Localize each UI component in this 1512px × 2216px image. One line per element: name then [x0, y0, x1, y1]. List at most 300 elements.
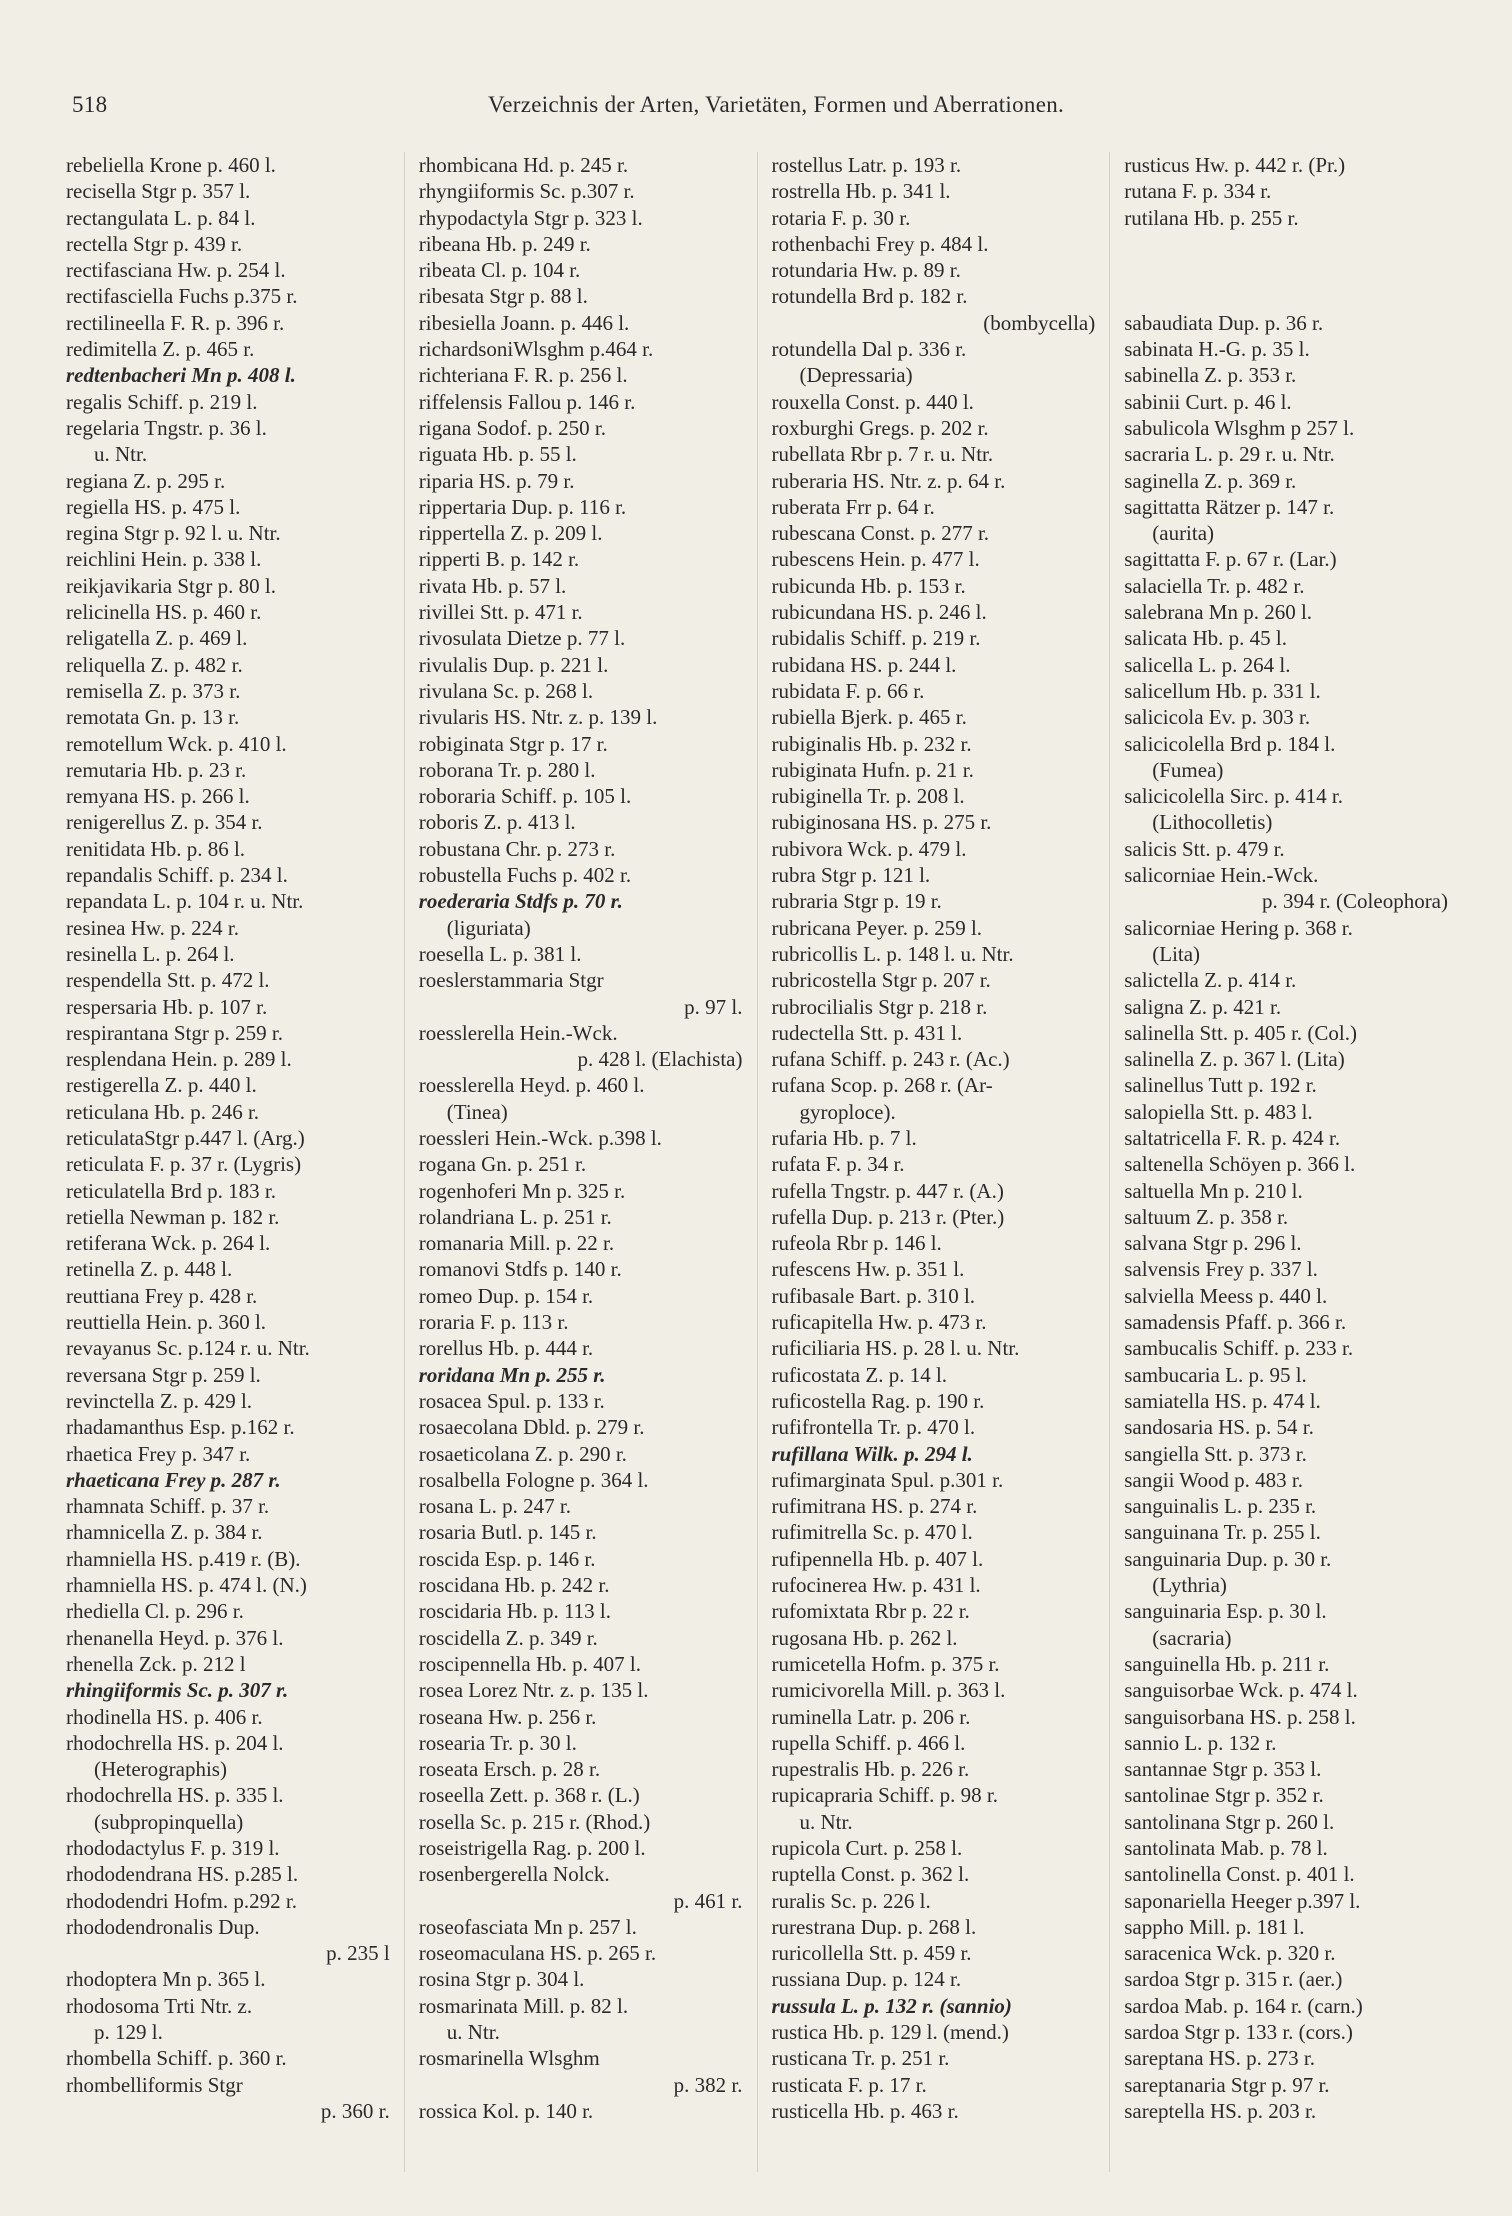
index-entry: renigerellus Z. p. 354 r.: [66, 810, 263, 835]
index-entry: repandalis Schiff. p. 234 l.: [66, 863, 288, 888]
index-entry: sambucaria L. p. 95 l.: [1124, 1362, 1307, 1387]
index-entry: sardoa Stgr p. 315 r. (aer.): [1124, 1967, 1343, 1992]
index-entry: respendella Stt. p. 472 l.: [66, 968, 270, 993]
index-entry: ruberata Frr p. 64 r.: [771, 494, 935, 519]
index-entry: salicicolella Sirc. p. 414 r.: [1124, 784, 1343, 809]
index-entry: rhodosoma Trti Ntr. z.: [66, 1993, 253, 2018]
index-entry: rosmarinata Mill. p. 82 l.: [418, 1993, 629, 2018]
index-entry: respersaria Hb. p. 107 r.: [66, 994, 268, 1019]
index-entry: (liguriata): [446, 915, 531, 940]
index-entry: regiana Z. p. 295 r.: [66, 468, 226, 493]
index-entry: rusticus Hw. p. 442 r. (Pr.): [1124, 153, 1346, 177]
index-entry: roesslerella Heyd. p. 460 l.: [418, 1073, 645, 1098]
index-entry: regelaria Tngstr. p. 36 l.: [66, 415, 267, 440]
index-entry: reikjavikaria Stgr p. 80 l.: [66, 573, 276, 598]
index-entry: rufimarginata Spul. p.301 r.: [771, 1467, 1004, 1492]
index-entry: rhamnicella Z. p. 384 r.: [66, 1520, 263, 1545]
index-entry: rhombella Schiff. p. 360 r.: [66, 2046, 287, 2071]
index-entry: rouxella Const. p. 440 l.: [771, 389, 974, 414]
index-entry: riffelensis Fallou p. 146 r.: [418, 389, 636, 414]
index-entry: rupicola Curt. p. 258 l.: [771, 1836, 963, 1860]
index-entry: remyana HS. p. 266 l.: [66, 784, 250, 809]
index-entry: santolinana Stgr p. 260 l.: [1124, 1809, 1335, 1834]
index-entry: rufomixtata Rbr p. 22 r.: [771, 1599, 970, 1624]
index-column-4: [1109, 152, 1462, 2172]
index-entry: robustella Fuchs p. 402 r.: [418, 863, 632, 888]
index-entry: rhododendrana HS. p.285 l.: [66, 1862, 299, 1887]
index-entry: ruficiliaria HS. p. 28 l. u. Ntr.: [771, 1336, 1020, 1361]
index-entry: rufocinerea Hw. p. 431 l.: [771, 1573, 981, 1598]
index-entry: rubidalis Schiff. p. 219 r.: [771, 626, 981, 651]
index-entry: ribeana Hb. p. 249 r.: [418, 231, 591, 256]
index-entry: sanguinalis L. p. 235 r.: [1124, 1494, 1317, 1519]
index-entry: roscidana Hb. p. 242 r.: [418, 1573, 610, 1598]
index-entry: rubricostella Stgr p. 207 r.: [771, 968, 991, 993]
index-entry: u. Ntr.: [94, 442, 148, 467]
index-entry: [1124, 283, 1452, 309]
index-entry: reticulataStgr p.447 l. (Arg.): [66, 1125, 305, 1150]
index-entry: rosaecolana Dbld. p. 279 r.: [418, 1415, 645, 1440]
index-entry: rufata F. p. 34 r.: [771, 1152, 905, 1177]
index-entry: rhamnata Schiff. p. 37 r.: [66, 1494, 270, 1519]
index-entry: ruptella Const. p. 362 l.: [771, 1862, 970, 1887]
index-entry: salicorniae Hein.-Wck.: [1124, 863, 1319, 888]
index-entry: roboraria Schiff. p. 105 l.: [418, 784, 632, 809]
index-entry: rusticella Hb. p. 463 r.: [771, 2098, 959, 2123]
index-entry: rotundella Brd p. 182 r.: [771, 284, 968, 309]
index-entry: remotata Gn. p. 13 r.: [66, 705, 240, 730]
index-entry: revayanus Sc. p.124 r. u. Ntr.: [66, 1336, 310, 1361]
index-entry: reichlini Hein. p. 338 l.: [66, 547, 262, 572]
index-entry: saltatricella F. R. p. 424 r.: [1124, 1125, 1341, 1150]
index-entry: rotaria F. p. 30 r.: [771, 205, 911, 230]
index-entry: ruralis Sc. p. 226 l.: [771, 1888, 931, 1913]
index-entry: rhyngiiformis Sc. p.307 r.: [418, 179, 635, 204]
index-entry: (aurita): [1152, 521, 1215, 546]
index-entry: rupella Schiff. p. 466 l.: [771, 1730, 966, 1755]
index-entry: samiatella HS. p. 474 l.: [1124, 1388, 1321, 1413]
index-entry: respirantana Stgr p. 259 r.: [66, 1020, 283, 1045]
index-entry: religatella Z. p. 469 l.: [66, 626, 248, 651]
index-entry: rhingiiformis Sc. p. 307 r.: [66, 1678, 289, 1703]
index-entry: rusticana Tr. p. 251 r.: [771, 2046, 950, 2071]
index-entry: salvana Stgr p. 296 l.: [1124, 1231, 1302, 1256]
index-entry: rubivora Wck. p. 479 l.: [771, 836, 967, 861]
index-entry: rubrocilialis Stgr p. 218 r.: [771, 994, 988, 1019]
index-entry: roscida Esp. p. 146 r.: [418, 1546, 596, 1571]
index-entry: salictella Z. p. 414 r.: [1124, 968, 1297, 993]
running-title: Verzeichnis der Arten, Varietäten, Formen und Aberrationen.: [487, 92, 1065, 117]
index-entry: rosaria Butl. p. 145 r.: [418, 1520, 597, 1545]
index-entry: reversana Stgr p. 259 l.: [66, 1362, 261, 1387]
index-entry: p. 394 r. (Coleophora): [1261, 889, 1448, 914]
index-entry: reticulatella Brd p. 183 r.: [66, 1178, 276, 1203]
index-entry: rubescens Hein. p. 477 l.: [771, 547, 980, 572]
index-entry: riparia HS. p. 79 r.: [418, 468, 575, 493]
index-entry: rolandriana L. p. 251 r.: [418, 1204, 612, 1229]
index-entry: sanguisorbana HS. p. 258 l.: [1124, 1704, 1356, 1729]
index-column-2: [404, 152, 757, 2172]
index-entry: rosalbella Fologne p. 364 l.: [418, 1467, 649, 1492]
index-entry: redimitella Z. p. 465 r.: [66, 337, 255, 362]
index-entry: rivata Hb. p. 57 l.: [418, 573, 567, 598]
index-entry: ribeata Cl. p. 104 r.: [418, 258, 581, 283]
index-entry: rutana F. p. 334 r.: [1124, 179, 1272, 204]
index-entry: rosaeticolana Z. p. 290 r.: [418, 1441, 627, 1466]
index-entry: salicicola Ev. p. 303 r.: [1124, 705, 1311, 730]
index-entry: ruficapitella Hw. p. 473 r.: [771, 1310, 987, 1335]
index-entry: rotundella Dal p. 336 r.: [771, 337, 967, 362]
index-entry: rhodoptera Mn p. 365 l.: [66, 1967, 266, 1992]
index-entry: ruficostella Rag. p. 190 r.: [771, 1388, 985, 1413]
index-entry: rurestrana Dup. p. 268 l.: [771, 1914, 977, 1939]
index-entry: regina Stgr p. 92 l. u. Ntr.: [66, 521, 281, 546]
index-entry: roscipennella Hb. p. 407 l.: [418, 1651, 641, 1676]
index-entry: sacraria L. p. 29 r. u. Ntr.: [1124, 442, 1335, 467]
index-entry: saginella Z. p. 369 r.: [1124, 468, 1297, 493]
index-entry: ripperti B. p. 142 r.: [418, 547, 580, 572]
index-entry: (Depressaria): [799, 363, 913, 388]
index-entry: sareptella HS. p. 203 r.: [1124, 2098, 1317, 2123]
index-entry: sanguinella Hb. p. 211 r.: [1124, 1651, 1330, 1676]
index-entry: rumicetella Hofm. p. 375 r.: [771, 1651, 1000, 1676]
index-entry: sanguinaria Dup. p. 30 r.: [1124, 1546, 1332, 1571]
index-entry: rectilineella F. R. p. 396 r.: [66, 310, 285, 335]
index-entry: rufana Schiff. p. 243 r. (Ac.): [771, 1047, 1010, 1072]
index-entry: roseofasciata Mn p. 257 l.: [418, 1914, 637, 1939]
index-entry: rupicapraria Schiff. p. 98 r.: [771, 1783, 998, 1808]
index-entry: remisella Z. p. 373 r.: [66, 678, 241, 703]
index-entry: rubiginosana HS. p. 275 r.: [771, 810, 992, 835]
index-entry: saracenica Wck. p. 320 r.: [1124, 1941, 1336, 1966]
index-entry: santolinella Const. p. 401 l.: [1124, 1862, 1355, 1887]
index-entry: roscidaria Hb. p. 113 l.: [418, 1599, 612, 1624]
index-entry: sanguinaria Esp. p. 30 l.: [1124, 1599, 1327, 1624]
index-column-1: [52, 152, 404, 2172]
index-entry: russula L. p. 132 r. (sannio): [771, 1993, 1012, 2018]
index-entry: rubiginalis Hb. p. 232 r.: [771, 731, 972, 756]
index-entry: rosina Stgr p. 304 l.: [418, 1967, 585, 1992]
index-entry: saltuum Z. p. 358 r.: [1124, 1204, 1289, 1229]
index-entry: rufimitrana HS. p. 274 r.: [771, 1494, 978, 1519]
index-entry: sareptana HS. p. 273 r.: [1124, 2046, 1315, 2071]
index-entry: (subpropinquella): [94, 1809, 244, 1834]
index-entry: rhododendri Hofm. p.292 r.: [66, 1888, 297, 1913]
index-entry: rufimitrella Sc. p. 470 l.: [771, 1520, 973, 1545]
index-entry: [1124, 231, 1452, 257]
index-entry: rufibasale Bart. p. 310 l.: [771, 1283, 976, 1308]
index-entry: rudectella Stt. p. 431 l.: [771, 1020, 963, 1045]
index-entry: rubicunda Hb. p. 153 r.: [771, 573, 966, 598]
index-entry: rostellus Latr. p. 193 r.: [771, 153, 962, 177]
index-entry: renitidata Hb. p. 86 l.: [66, 836, 246, 861]
page-number: 518: [72, 92, 108, 117]
index-entry: p. 428 l. (Elachista): [577, 1047, 743, 1072]
index-entry: rosea Lorez Ntr. z. p. 135 l.: [418, 1678, 649, 1703]
index-entry: (Heterographis): [94, 1757, 227, 1782]
index-entry: rhadamanthus Esp. p.162 r.: [66, 1415, 295, 1440]
index-entry: salebrana Mn p. 260 l.: [1124, 600, 1313, 625]
index-entry: roesella L. p. 381 l.: [418, 941, 582, 966]
index-entry: redtenbacheri Mn p. 408 l.: [66, 363, 296, 388]
index-entry: santolinata Mab. p. 78 l.: [1124, 1836, 1328, 1860]
index-entry: roeslerstammaria Stgr: [418, 968, 604, 993]
index-columns: [52, 152, 1462, 2172]
index-entry: recisella Stgr p. 357 l.: [66, 179, 251, 204]
index-entry: roridana Mn p. 255 r.: [418, 1362, 606, 1387]
index-entry: roseomaculana HS. p. 265 r.: [418, 1941, 657, 1966]
index-entry: sambucalis Schiff. p. 233 r.: [1124, 1336, 1354, 1361]
index-entry: reuttiana Frey p. 428 r.: [66, 1283, 258, 1308]
index-entry: rhombelliformis Stgr: [66, 2072, 243, 2097]
index-entry: rosearia Tr. p. 30 l.: [418, 1730, 577, 1755]
index-entry: roseella Zett. p. 368 r. (L.): [418, 1783, 640, 1808]
index-entry: roxburghi Gregs. p. 202 r.: [771, 415, 989, 440]
index-entry: rosenbergerella Nolck.: [418, 1862, 610, 1887]
index-entry: p. 129 l.: [94, 2020, 163, 2045]
index-entry: saltuella Mn p. 210 l.: [1124, 1178, 1303, 1203]
index-entry: rostrella Hb. p. 341 l.: [771, 179, 951, 204]
index-entry: u. Ntr.: [446, 2020, 500, 2045]
index-entry: p. 382 r.: [673, 2072, 743, 2097]
index-entry: rubiella Bjerk. p. 465 r.: [771, 705, 967, 730]
index-entry: riguata Hb. p. 55 l.: [418, 442, 577, 467]
index-entry: salinella Z. p. 367 l. (Lita): [1124, 1047, 1345, 1072]
index-entry: rufifrontella Tr. p. 470 l.: [771, 1415, 976, 1440]
index-entry: rhenella Zck. p. 212 l: [66, 1651, 246, 1676]
index-entry: sabinata H.-G. p. 35 l.: [1124, 337, 1310, 362]
index-entry: richteriana F. R. p. 256 l.: [418, 363, 628, 388]
index-entry: roraria F. p. 113 r.: [418, 1310, 569, 1335]
index-entry: ribesata Stgr p. 88 l.: [418, 284, 588, 309]
index-entry: ruberaria HS. Ntr. z. p. 64 r.: [771, 468, 1006, 493]
index-entry: rubiginata Hufn. p. 21 r.: [771, 757, 974, 782]
index-entry: reliquella Z. p. 482 r.: [66, 652, 243, 677]
page-header: [72, 92, 1440, 126]
index-entry: (sacraria): [1152, 1625, 1232, 1650]
index-entry: rogana Gn. p. 251 r.: [418, 1152, 587, 1177]
index-entry: rhamniella HS. p. 474 l. (N.): [66, 1573, 307, 1598]
index-entry: roscidella Z. p. 349 r.: [418, 1625, 598, 1650]
index-entry: sardoa Stgr p. 133 r. (cors.): [1124, 2020, 1353, 2045]
index-entry: rectella Stgr p. 439 r.: [66, 231, 243, 256]
index-entry: rupestralis Hb. p. 226 r.: [771, 1757, 970, 1782]
index-entry: romanovi Stdfs p. 140 r.: [418, 1257, 622, 1282]
index-entry: rhododendronalis Dup.: [66, 1914, 260, 1939]
index-entry: rebeliella Krone p. 460 l.: [66, 153, 276, 177]
index-entry: rhodinella HS. p. 406 r.: [66, 1704, 263, 1729]
index-entry: rosacea Spul. p. 133 r.: [418, 1388, 605, 1413]
index-entry: rosana L. p. 247 r.: [418, 1494, 571, 1519]
index-entry: romeo Dup. p. 154 r.: [418, 1283, 594, 1308]
index-entry: russiana Dup. p. 124 r.: [771, 1967, 962, 1992]
index-entry: salviella Meess p. 440 l.: [1124, 1283, 1328, 1308]
index-entry: regiella HS. p. 475 l.: [66, 494, 241, 519]
index-entry: sanguinana Tr. p. 255 l.: [1124, 1520, 1321, 1545]
index-entry: rufaria Hb. p. 7 l.: [771, 1125, 917, 1150]
index-entry: roseistrigella Rag. p. 200 l.: [418, 1836, 646, 1860]
index-entry: retiella Newman p. 182 r.: [66, 1204, 280, 1229]
index-entry: ribesiella Joann. p. 446 l.: [418, 310, 630, 335]
index-entry: resinea Hw. p. 224 r.: [66, 915, 240, 940]
index-entry: sabaudiata Dup. p. 36 r.: [1124, 310, 1324, 335]
index-entry: salicellum Hb. p. 331 l.: [1124, 678, 1321, 703]
index-entry: rivulalis Dup. p. 221 l.: [418, 652, 609, 677]
index-entry: rufella Tngstr. p. 447 r. (A.): [771, 1178, 1004, 1203]
index-entry: rectangulata L. p. 84 l.: [66, 205, 256, 230]
index-entry: salicicolella Brd p. 184 l.: [1124, 731, 1336, 756]
index-entry: rotundaria Hw. p. 89 r.: [771, 258, 961, 283]
index-entry: sabinella Z. p. 353 r.: [1124, 363, 1297, 388]
index-entry: (Tinea): [446, 1099, 508, 1124]
index-entry: p. 360 r.: [320, 2098, 390, 2123]
index-entry: rhenanella Heyd. p. 376 l.: [66, 1625, 284, 1650]
index-entry: rubidata F. p. 66 r.: [771, 678, 925, 703]
index-entry: sabinii Curt. p. 46 l.: [1124, 389, 1292, 414]
index-entry: sabulicola Wlsghm p 257 l.: [1124, 415, 1355, 440]
index-entry: (Lithocolletis): [1152, 810, 1273, 835]
index-entry: rossica Kol. p. 140 r.: [418, 2098, 594, 2123]
index-entry: rhombicana Hd. p. 245 r.: [418, 153, 629, 177]
index-entry: santolinae Stgr p. 352 r.: [1124, 1783, 1324, 1808]
index-entry: rigana Sodof. p. 250 r.: [418, 415, 606, 440]
index-entry: rothenbachi Frey p. 484 l.: [771, 231, 989, 256]
index-entry: rhododactylus F. p. 319 l.: [66, 1836, 280, 1860]
index-entry: rosella Sc. p. 215 r. (Rhod.): [418, 1809, 651, 1834]
index-entry: rorellus Hb. p. 444 r.: [418, 1336, 594, 1361]
index-entry: remutaria Hb. p. 23 r.: [66, 757, 247, 782]
index-entry: rumicivorella Mill. p. 363 l.: [771, 1678, 1006, 1703]
index-entry: relicinella HS. p. 460 r.: [66, 600, 262, 625]
index-entry: richardsoniWlsghm p.464 r.: [418, 337, 654, 362]
index-entry: rivulana Sc. p. 268 l.: [418, 678, 594, 703]
index-entry: roessleri Hein.-Wck. p.398 l.: [418, 1125, 662, 1150]
index-entry: ruficostata Z. p. 14 l.: [771, 1362, 948, 1387]
index-entry: rubiginella Tr. p. 208 l.: [771, 784, 965, 809]
index-entry: rutilana Hb. p. 255 r.: [1124, 205, 1299, 230]
index-entry: rhaetica Frey p. 347 r.: [66, 1441, 251, 1466]
index-entry: rubidana HS. p. 244 l.: [771, 652, 957, 677]
index-entry: rugosana Hb. p. 262 l.: [771, 1625, 958, 1650]
index-entry: salicorniae Hering p. 368 r.: [1124, 915, 1353, 940]
index-entry: reticulata F. p. 37 r. (Lygris): [66, 1152, 302, 1177]
index-entry: rubricana Peyer. p. 259 l.: [771, 915, 983, 940]
index-entry: rubra Stgr p. 121 l.: [771, 863, 931, 888]
index-entry: rogenhoferi Mn p. 325 r.: [418, 1178, 626, 1203]
index-entry: reticulana Hb. p. 246 r.: [66, 1099, 260, 1124]
index-column-3: [757, 152, 1110, 2172]
index-entry: samadensis Pfaff. p. 366 r.: [1124, 1310, 1347, 1335]
index-entry: remotellum Wck. p. 410 l.: [66, 731, 287, 756]
index-entry: rusticata F. p. 17 r.: [771, 2072, 927, 2097]
index-entry: gyroploce).: [799, 1099, 896, 1124]
index-entry: rufipennella Hb. p. 407 l.: [771, 1546, 984, 1571]
index-entry: sagittatta F. p. 67 r. (Lar.): [1124, 547, 1337, 572]
index-entry: rhediella Cl. p. 296 r.: [66, 1599, 244, 1624]
index-entry: rufeola Rbr p. 146 l.: [771, 1231, 942, 1256]
index-entry: romanaria Mill. p. 22 r.: [418, 1231, 615, 1256]
index-entry: rufella Dup. p. 213 r. (Pter.): [771, 1204, 1005, 1229]
index-entry: u. Ntr.: [799, 1809, 853, 1834]
index-entry: rhaeticana Frey p. 287 r.: [66, 1467, 281, 1492]
index-entry: salicella L. p. 264 l.: [1124, 652, 1291, 677]
index-entry: salopiella Stt. p. 483 l.: [1124, 1099, 1313, 1124]
index-entry: ruminella Latr. p. 206 r.: [771, 1704, 971, 1729]
index-entry: rosmarinella Wlsghm: [418, 2046, 600, 2071]
index-entry: p. 235 l: [326, 1941, 390, 1966]
index-entry: sagittatta Rätzer p. 147 r.: [1124, 494, 1335, 519]
index-entry: rubicundana HS. p. 246 l.: [771, 600, 987, 625]
index-entry: salinellus Tutt p. 192 r.: [1124, 1073, 1317, 1098]
index-entry: rufescens Hw. p. 351 l.: [771, 1257, 965, 1282]
index-entry: saltenella Schöyen p. 366 l.: [1124, 1152, 1356, 1177]
index-entry: restigerella Z. p. 440 l.: [66, 1073, 257, 1098]
index-entry: rhodochrella HS. p. 204 l.: [66, 1730, 284, 1755]
index-entry: sandosaria HS. p. 54 r.: [1124, 1415, 1314, 1440]
index-entry: rufillana Wilk. p. 294 l.: [771, 1441, 973, 1466]
index-entry: santannae Stgr p. 353 l.: [1124, 1757, 1322, 1782]
index-entry: rubraria Stgr p. 19 r.: [771, 889, 942, 914]
index-entry: sangii Wood p. 483 r.: [1124, 1467, 1304, 1492]
index-entry: rustica Hb. p. 129 l. (mend.): [771, 2020, 1009, 2045]
index-entry: rhamniella HS. p.419 r. (B).: [66, 1546, 301, 1571]
index-entry: salvensis Frey p. 337 l.: [1124, 1257, 1318, 1282]
index-entry: repandata L. p. 104 r. u. Ntr.: [66, 889, 304, 914]
index-entry: roederaria Stdfs p. 70 r.: [418, 889, 623, 914]
index-entry: roesslerella Hein.-Wck.: [418, 1020, 618, 1045]
index-entry: roseata Ersch. p. 28 r.: [418, 1757, 601, 1782]
index-entry: sappho Mill. p. 181 l.: [1124, 1914, 1305, 1939]
index-entry: rhodochrella HS. p. 335 l.: [66, 1783, 284, 1808]
index-entry: robustana Chr. p. 273 r.: [418, 836, 616, 861]
index-entry: sangiella Stt. p. 373 r.: [1124, 1441, 1307, 1466]
index-entry: robiginata Stgr p. 17 r.: [418, 731, 608, 756]
index-entry: rubescana Const. p. 277 r.: [771, 521, 990, 546]
index-entry: rubellata Rbr p. 7 r. u. Ntr.: [771, 442, 994, 467]
index-entry: sareptanaria Stgr p. 97 r.: [1124, 2072, 1330, 2097]
index-entry: regalis Schiff. p. 219 l.: [66, 389, 258, 414]
index-entry: salicata Hb. p. 45 l.: [1124, 626, 1287, 651]
index-entry: saponariella Heeger p.397 l.: [1124, 1888, 1361, 1913]
index-entry: rufana Scop. p. 268 r. (Ar-: [771, 1073, 993, 1098]
index-entry: (Fumea): [1152, 757, 1224, 782]
index-entry: [1124, 257, 1452, 283]
index-entry: rectifasciana Hw. p. 254 l.: [66, 258, 286, 283]
index-entry: rivularis HS. Ntr. z. p. 139 l.: [418, 705, 658, 730]
index-entry: roseana Hw. p. 256 r.: [418, 1704, 597, 1729]
index-entry: rectifasciella Fuchs p.375 r.: [66, 284, 298, 309]
index-entry: salinella Stt. p. 405 r. (Col.): [1124, 1020, 1357, 1045]
index-entry: p. 461 r.: [673, 1888, 743, 1913]
index-entry: resplendana Hein. p. 289 l.: [66, 1047, 292, 1072]
index-entry: revinctella Z. p. 429 l.: [66, 1388, 253, 1413]
index-entry: p. 97 l.: [684, 994, 743, 1019]
index-entry: salicis Stt. p. 479 r.: [1124, 836, 1285, 861]
index-entry: rippertaria Dup. p. 116 r.: [418, 494, 627, 519]
index-entry: (Lita): [1152, 941, 1201, 966]
index-entry: rhypodactyla Stgr p. 323 l.: [418, 205, 643, 230]
index-entry: sardoa Mab. p. 164 r. (carn.): [1124, 1993, 1363, 2018]
index-entry: retinella Z. p. 448 l.: [66, 1257, 233, 1282]
index-entry: sanguisorbae Wck. p. 474 l.: [1124, 1678, 1358, 1703]
index-entry: resinella L. p. 264 l.: [66, 941, 235, 966]
index-entry: saligna Z. p. 421 r.: [1124, 994, 1282, 1019]
index-entry: rippertella Z. p. 209 l.: [418, 521, 603, 546]
index-entry: roboris Z. p. 413 l.: [418, 810, 576, 835]
index-entry: reuttiella Hein. p. 360 l.: [66, 1310, 267, 1335]
index-entry: salaciella Tr. p. 482 r.: [1124, 573, 1305, 598]
index-entry: sannio L. p. 132 r.: [1124, 1730, 1277, 1755]
